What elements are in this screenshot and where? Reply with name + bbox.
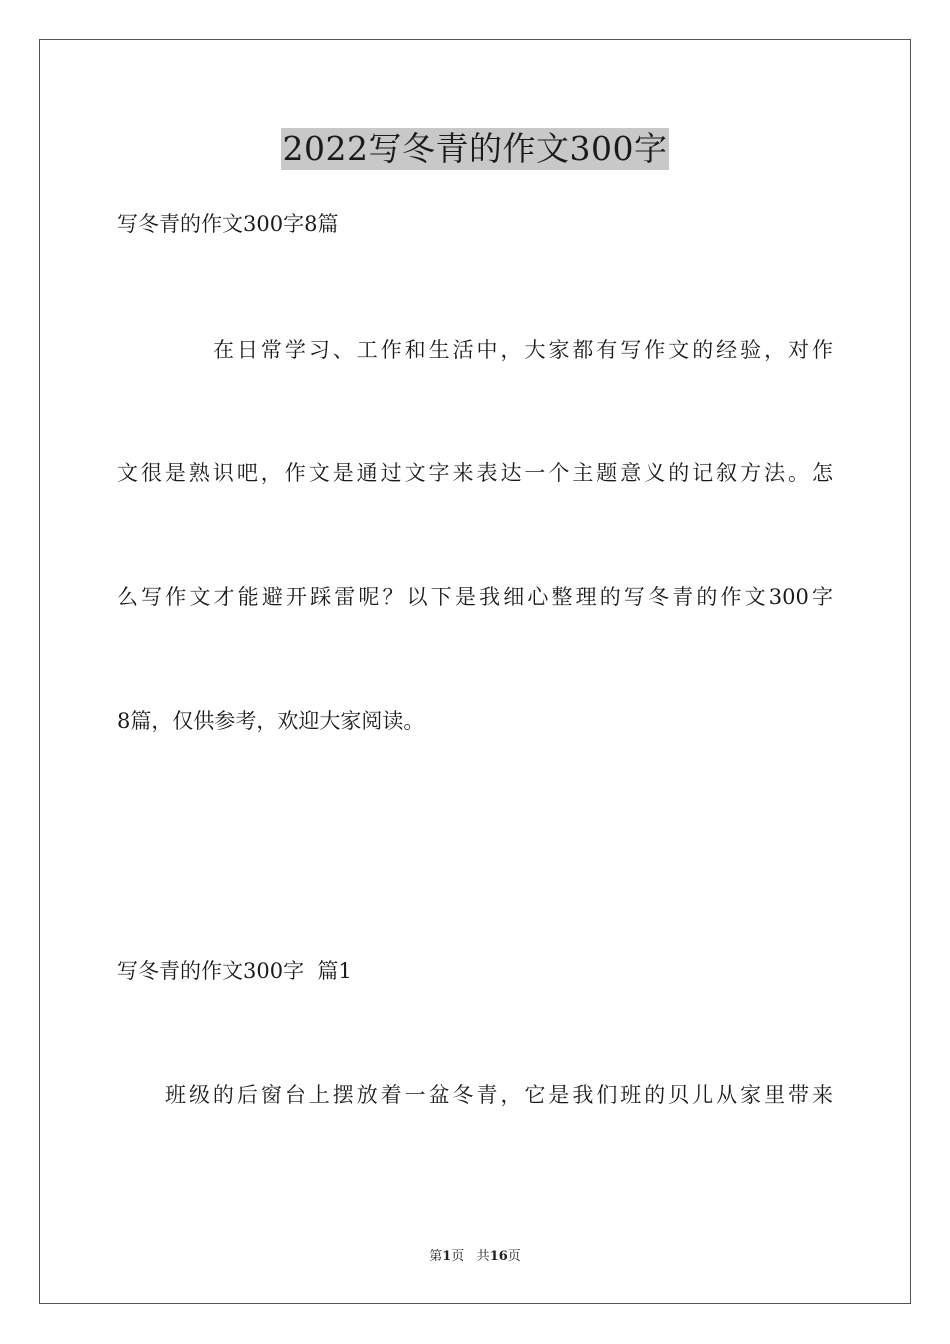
section-line-1: 班级的后窗台上摆放着一盆冬青，它是我们班的贝儿从家里带来 (165, 1083, 833, 1107)
page-footer (0, 1248, 950, 1266)
footer-total-suffix: 页 (507, 1249, 521, 1264)
footer-total-pages: 16 (489, 1249, 508, 1264)
document-title-text: 2022写冬青的作文300字 (282, 129, 668, 168)
footer-page-prefix: 第 (429, 1249, 443, 1264)
document-subtitle: 写冬青的作文300字8篇 (117, 212, 339, 236)
intro-line-2: 文很是熟识吧，作文是通过文字来表达一个主题意义的记叙方法。怎 (117, 461, 833, 485)
footer-page-number: 1 (442, 1249, 452, 1264)
section-heading: 写冬青的作文300字 篇1 (117, 959, 352, 983)
intro-line-3: 么写作文才能避开踩雷呢？以下是我细心整理的写冬青的作文300字 (117, 585, 833, 609)
intro-line-1: 在日常学习、工作和生活中，大家都有写作文的经验，对作 (213, 338, 833, 362)
footer-total-prefix: 共 (476, 1249, 490, 1264)
intro-line-4: 8篇，仅供参考，欢迎大家阅读。 (117, 709, 425, 733)
document-title (0, 128, 950, 170)
footer-page-suffix: 页 (451, 1249, 465, 1264)
